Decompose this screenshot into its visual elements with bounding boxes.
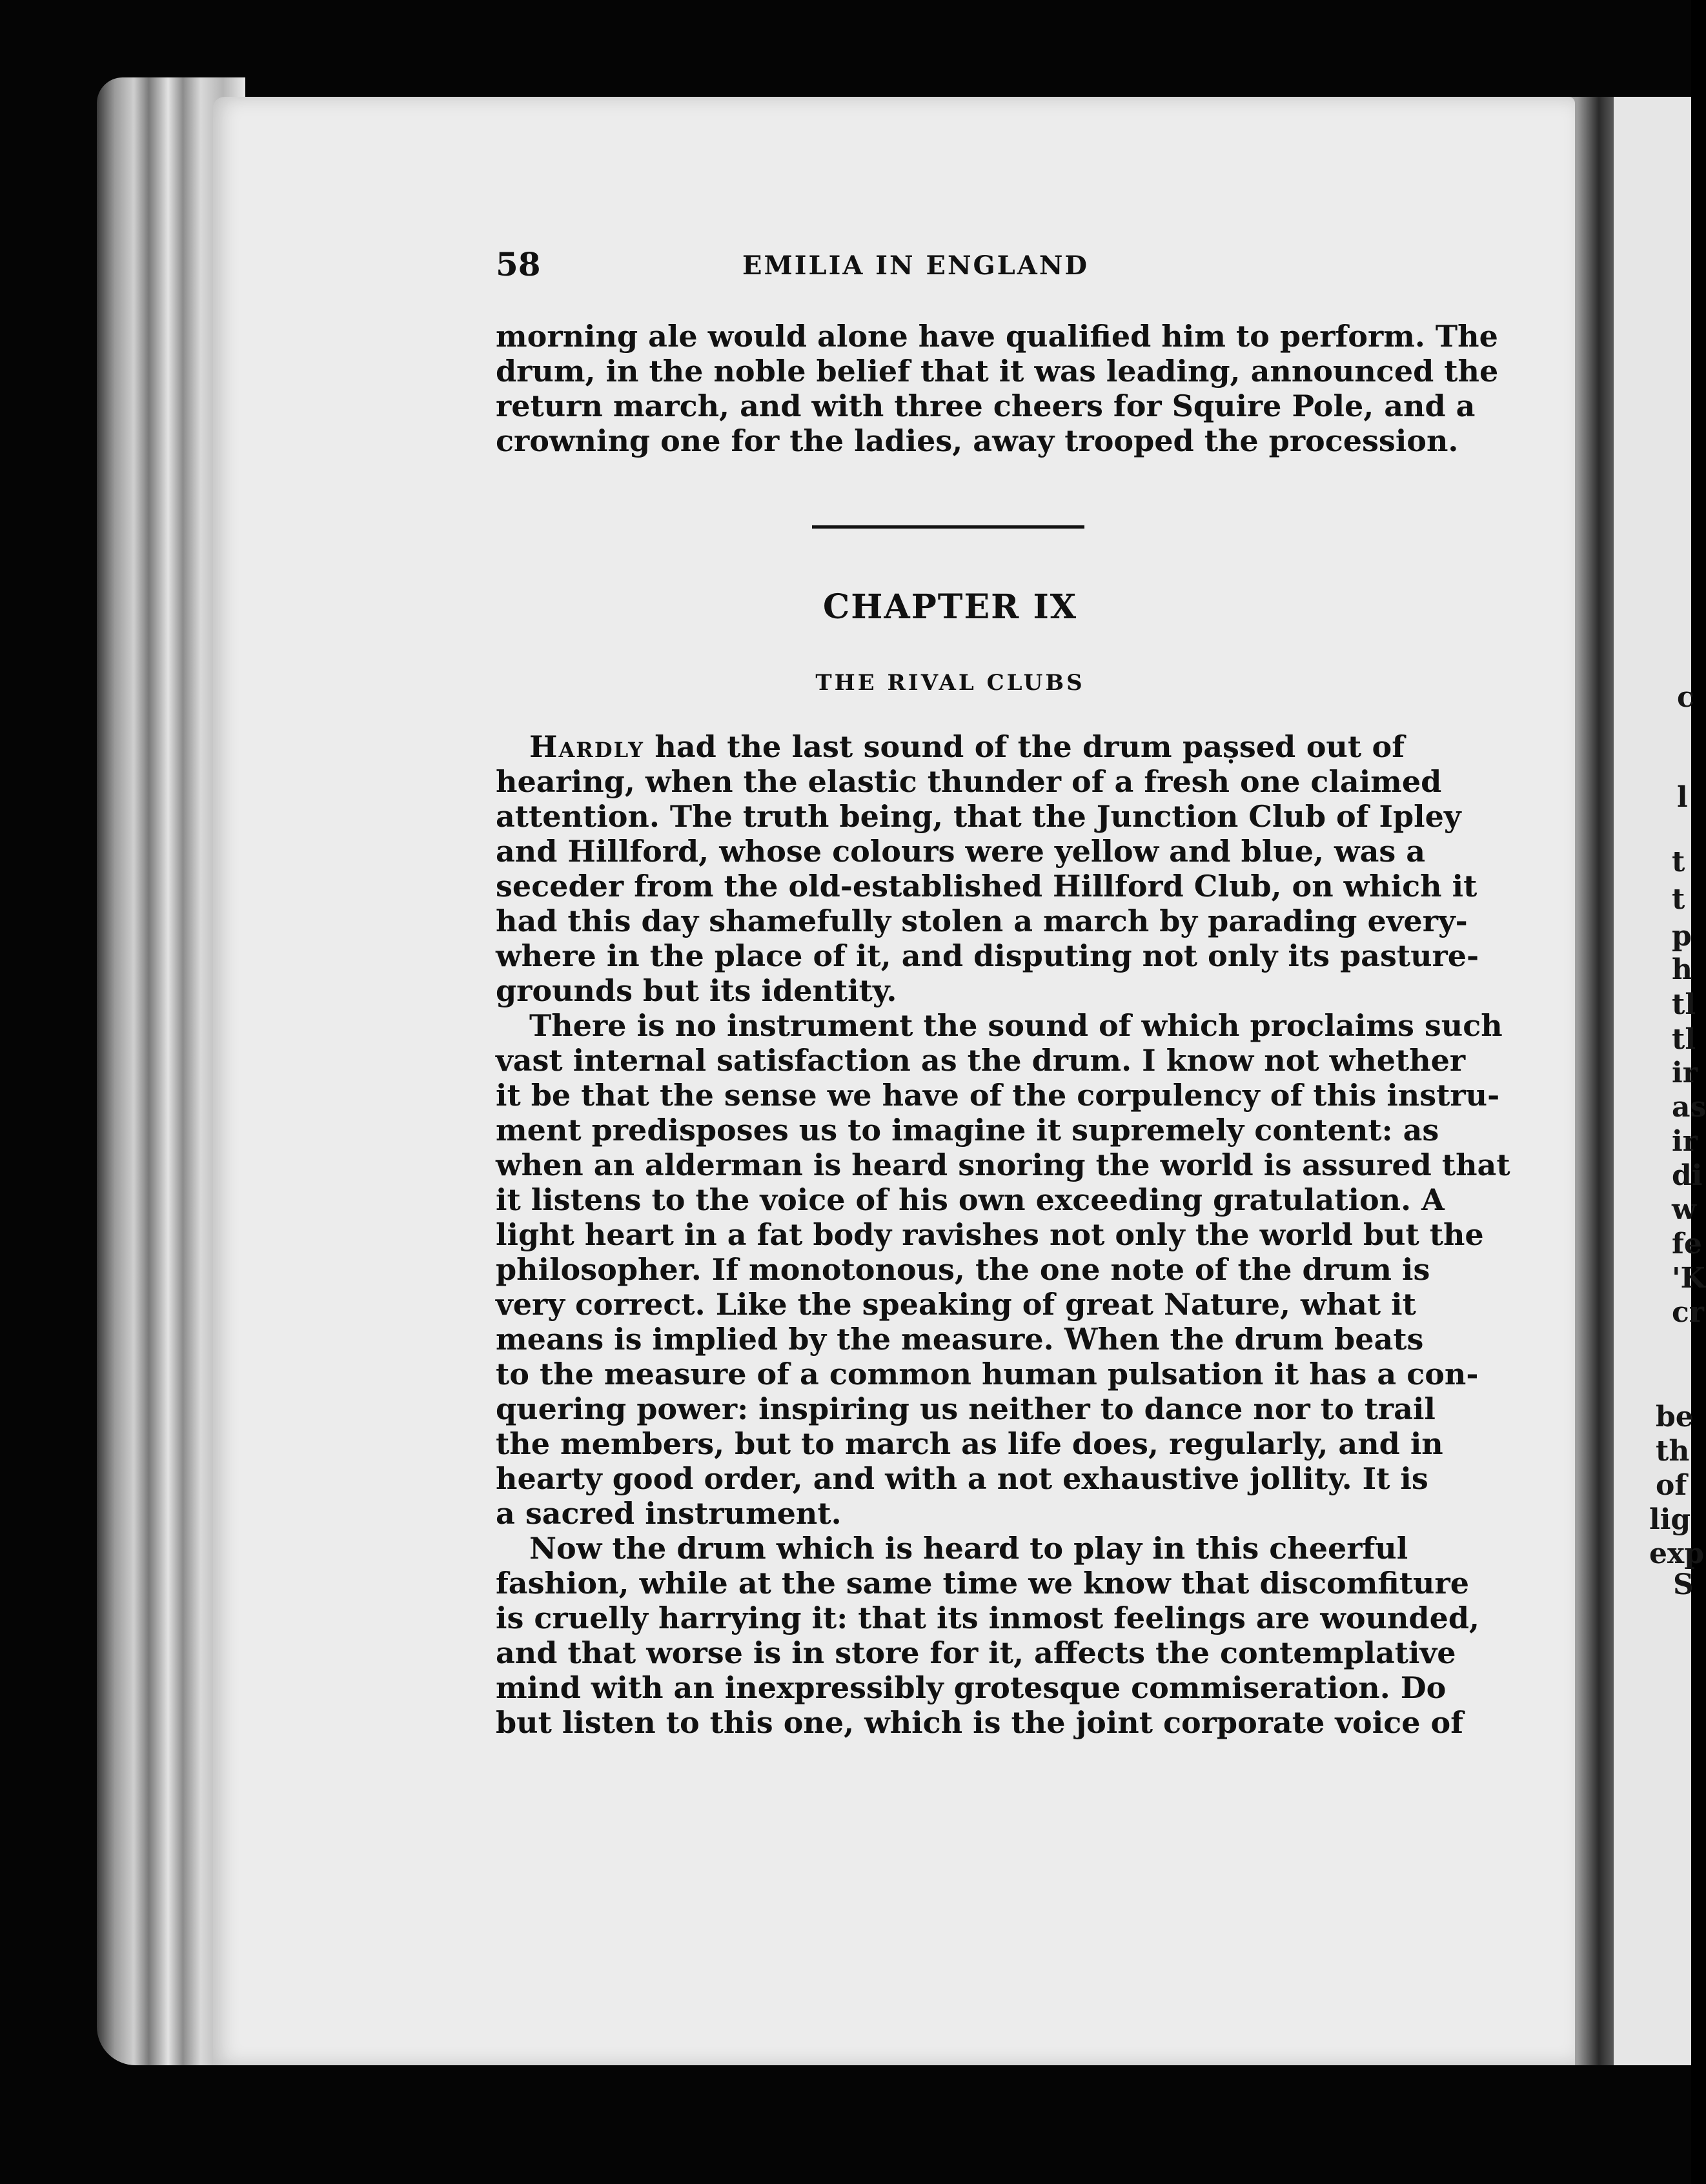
chapter-divider-rule <box>812 525 1084 529</box>
facing-fragment: be <box>1656 1400 1694 1433</box>
facing-fragment: of <box>1656 1469 1687 1502</box>
facing-fragment: t <box>1672 845 1685 878</box>
text-line: it be that the sense we have of the corpulency of this instru- <box>496 1078 1500 1113</box>
text-line: grounds but its identity. <box>496 973 897 1008</box>
text-line: quering power: inspiring us neither to dance nor to trail <box>496 1391 1436 1426</box>
facing-fragment: as <box>1672 1091 1706 1124</box>
facing-fragment: tl <box>1672 1023 1696 1056</box>
text-line: Now the drum which is heard to play in this cheerful <box>529 1531 1408 1566</box>
facing-fragment: p <box>1672 920 1692 953</box>
facing-fragment: ir <box>1672 1057 1698 1089</box>
text-line: drum, in the noble belief that it was leading, announced the <box>496 354 1499 389</box>
facing-fragment: exp <box>1649 1537 1704 1570</box>
facing-fragment: lig <box>1649 1503 1691 1536</box>
text-line: There is no instrument the sound of which proclaims such <box>529 1008 1503 1043</box>
page-number: 58 <box>496 245 541 283</box>
chapter-subtitle: THE RIVAL CLUBS <box>815 670 1085 696</box>
text-line: ment predisposes us to imagine it supremely content: as <box>496 1113 1439 1148</box>
facing-fragment: l <box>1677 781 1688 814</box>
text-line: hearing, when the elastic thunder of a fresh one claimed <box>496 764 1442 799</box>
text-line: attention. The truth being, that the Junction Club of Ipley <box>496 799 1461 834</box>
facing-fragment: tl <box>1672 988 1696 1021</box>
facing-fragment: cr <box>1672 1296 1704 1329</box>
facing-fragment: ir <box>1672 1125 1698 1158</box>
text-line: very correct. Like the speaking of great Nature, what it <box>496 1287 1416 1322</box>
text-line: is cruelly harrying it: that its inmost feelings are wounded, <box>496 1601 1480 1635</box>
text-line: had this day shamefully stolen a march by parading every- <box>496 904 1468 938</box>
text-line: and Hillford, whose colours were yellow and blue, was a <box>496 834 1426 869</box>
text-line: mind with an inexpressibly grotesque commiseration. Do <box>496 1670 1447 1705</box>
facing-fragment: th <box>1656 1435 1690 1468</box>
scan-bottom-band <box>0 2065 1691 2184</box>
text-line: the members, but to march as life does, regularly, and in <box>496 1426 1443 1461</box>
facing-fragment: di <box>1672 1159 1703 1192</box>
text-line-rest: had the last sound of the drum paṣsed out of <box>644 729 1405 764</box>
text-line: it listens to the voice of his own exceeding gratulation. A <box>496 1182 1445 1217</box>
text-line: vast internal satisfaction as the drum. I know not whether <box>496 1043 1466 1078</box>
text-line <box>529 729 1405 764</box>
text-line: crowning one for the ladies, away trooped the procession. <box>496 423 1459 458</box>
text-line: a sacred instrument. <box>496 1496 842 1531</box>
text-line: but listen to this one, which is the joint corporate voice of <box>496 1705 1463 1740</box>
text-line: seceder from the old-established Hillford Club, on which it <box>496 869 1478 904</box>
drop-word: Hardly <box>529 729 644 764</box>
text-line: morning ale would alone have qualified him to perform. The <box>496 319 1498 354</box>
text-line: means is implied by the measure. When the drum beats <box>496 1322 1424 1357</box>
facing-fragment: t <box>1672 883 1685 916</box>
facing-fragment: c <box>1677 681 1694 714</box>
text-line: return march, and with three cheers for Squire Pole, and a <box>496 389 1476 423</box>
text-line: and that worse is in store for it, affects the contemplative <box>496 1635 1456 1670</box>
chapter-title: CHAPTER IX <box>822 587 1078 627</box>
text-line: fashion, while at the same time we know that discomfiture <box>496 1566 1470 1601</box>
text-line: philosopher. If monotonous, the one note of the drum is <box>496 1252 1430 1287</box>
facing-fragment: fe <box>1672 1228 1702 1260</box>
text-line: hearty good order, and with a not exhaustive jollity. It is <box>496 1461 1428 1496</box>
facing-fragment: S <box>1673 1568 1694 1601</box>
text-line: light heart in a fat body ravishes not only the world but the <box>496 1217 1484 1252</box>
text-line: when an alderman is heard snoring the world is assured that <box>496 1148 1510 1182</box>
facing-fragment: h <box>1672 953 1692 986</box>
running-head: EMILIA IN ENGLAND <box>742 250 1090 281</box>
facing-fragment: 'K <box>1672 1262 1705 1295</box>
text-line: where in the place of it, and disputing not only its pasture- <box>496 938 1479 973</box>
text-line: to the measure of a common human pulsation it has a con- <box>496 1357 1479 1391</box>
facing-fragment: w <box>1672 1193 1696 1226</box>
